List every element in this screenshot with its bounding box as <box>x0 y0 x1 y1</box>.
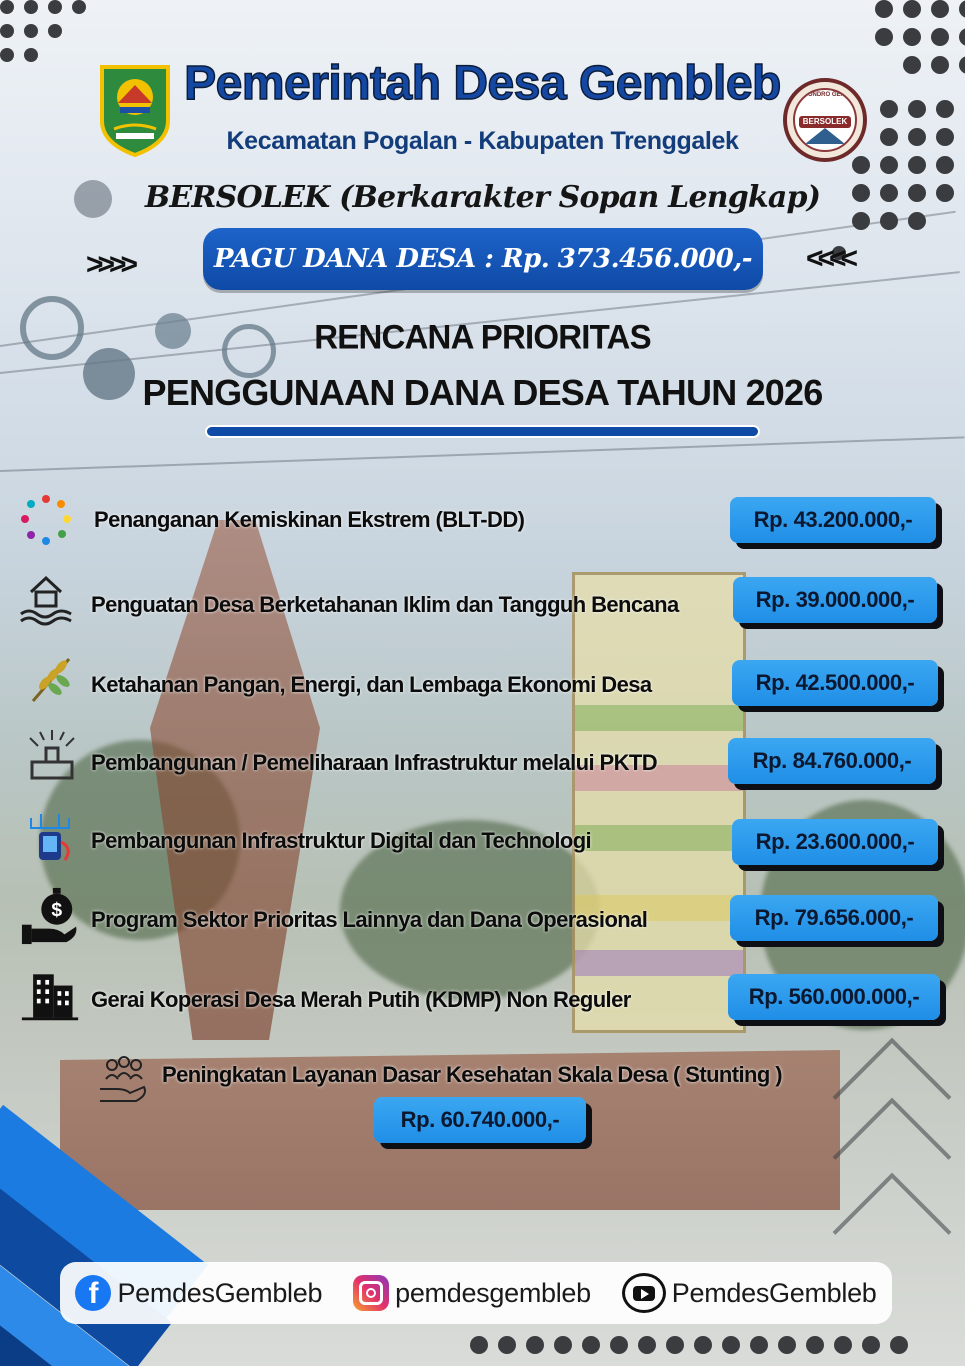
instagram-icon <box>353 1275 389 1311</box>
youtube-icon <box>622 1273 666 1313</box>
page-subtitle: Kecamatan Pogalan - Kabupaten Trenggalek <box>226 127 739 155</box>
facebook-link[interactable] <box>75 1275 322 1311</box>
infrastructure-icon <box>22 728 82 784</box>
money-hand-icon <box>20 888 80 944</box>
section-heading-line2: PENGGUNAAN DANA DESA TAHUN 2026 <box>142 372 823 413</box>
motto: BERSOLEK (Berkarakter Sopan Lengkap) <box>144 180 821 215</box>
facebook-handle: PemdesGembleb <box>117 1277 323 1308</box>
item-label: Penguatan Desa Berketahanan Iklim dan Tangguh Bencana <box>91 592 679 617</box>
logo-band-text: BERSOLEK <box>802 117 848 126</box>
pagu-text: PAGU DANA DESA : Rp. 373.456.000,- <box>213 244 753 274</box>
item-amount <box>733 577 937 623</box>
svg-text:$: $ <box>51 899 63 921</box>
digital-tech-icon <box>20 808 80 864</box>
instagram-handle: pemdesgembleb <box>395 1277 591 1308</box>
youtube-link[interactable] <box>622 1273 877 1313</box>
amount-text: Rp. 60.740.000,- <box>400 1107 560 1132</box>
page-title: Pemerintah Desa Gembleb <box>184 57 781 110</box>
amount-text: Rp. 23.600.000,- <box>755 829 915 854</box>
instagram-link[interactable] <box>353 1275 591 1311</box>
social-footer <box>60 1262 892 1324</box>
people-care-icon <box>94 1052 154 1108</box>
item-amount <box>732 819 938 865</box>
item-amount <box>730 497 936 543</box>
heading-underline <box>205 425 760 438</box>
amount-text: Rp. 560.000.000,- <box>748 984 920 1009</box>
item-label: Pembangunan Infrastruktur Digital dan Technologi <box>91 828 592 853</box>
arrows-right-icon: >>>> <box>86 248 133 281</box>
disaster-flood-icon <box>16 570 76 626</box>
wheat-plant-icon <box>22 650 82 706</box>
building-icon <box>20 966 80 1022</box>
item-amount <box>374 1097 586 1143</box>
item-amount <box>730 895 938 941</box>
item-label: Program Sektor Prioritas Lainnya dan Dana Operasional <box>91 907 648 932</box>
item-label: Gerai Koperasi Desa Merah Putih (KDMP) Non Reguler <box>91 987 631 1012</box>
item-amount <box>732 660 938 706</box>
item-label: Penanganan Kemiskinan Ekstrem (BLT-DD) <box>94 507 525 532</box>
item-label: Peningkatan Layanan Dasar Kesehatan Skala Desa ( Stunting ) <box>162 1062 782 1087</box>
item-label: Ketahanan Pangan, Energi, dan Lembaga Ekonomi Desa <box>91 672 652 697</box>
facebook-icon: f <box>75 1275 111 1311</box>
power-line <box>0 436 964 472</box>
signboard <box>572 572 746 1033</box>
people-circle-icon <box>16 492 76 548</box>
dot-pattern <box>852 100 954 230</box>
dot-pattern <box>875 0 965 74</box>
item-label: Pembangunan / Pemeliharaan Infrastruktur melalui PKTD <box>91 750 658 775</box>
amount-text: Rp. 79.656.000,- <box>754 905 914 930</box>
item-amount <box>728 974 940 1020</box>
amount-text: Rp. 84.760.000,- <box>752 748 912 773</box>
section-heading-line1: RENCANA PRIORITAS <box>314 317 651 356</box>
amount-text: Rp. 39.000.000,- <box>755 587 915 612</box>
dot-pattern <box>470 1336 908 1354</box>
amount-text: Rp. 42.500.000,- <box>755 670 915 695</box>
arrows-left-icon: <<<< <box>806 242 853 275</box>
dot-pattern <box>0 0 86 62</box>
logo-top-text: CONDRO GENI <box>803 92 847 98</box>
item-amount <box>728 738 936 784</box>
youtube-handle: PemdesGembleb <box>671 1277 877 1308</box>
decor-circle <box>74 180 112 218</box>
amount-text: Rp. 43.200.000,- <box>753 507 913 532</box>
pagu-banner <box>203 228 763 290</box>
